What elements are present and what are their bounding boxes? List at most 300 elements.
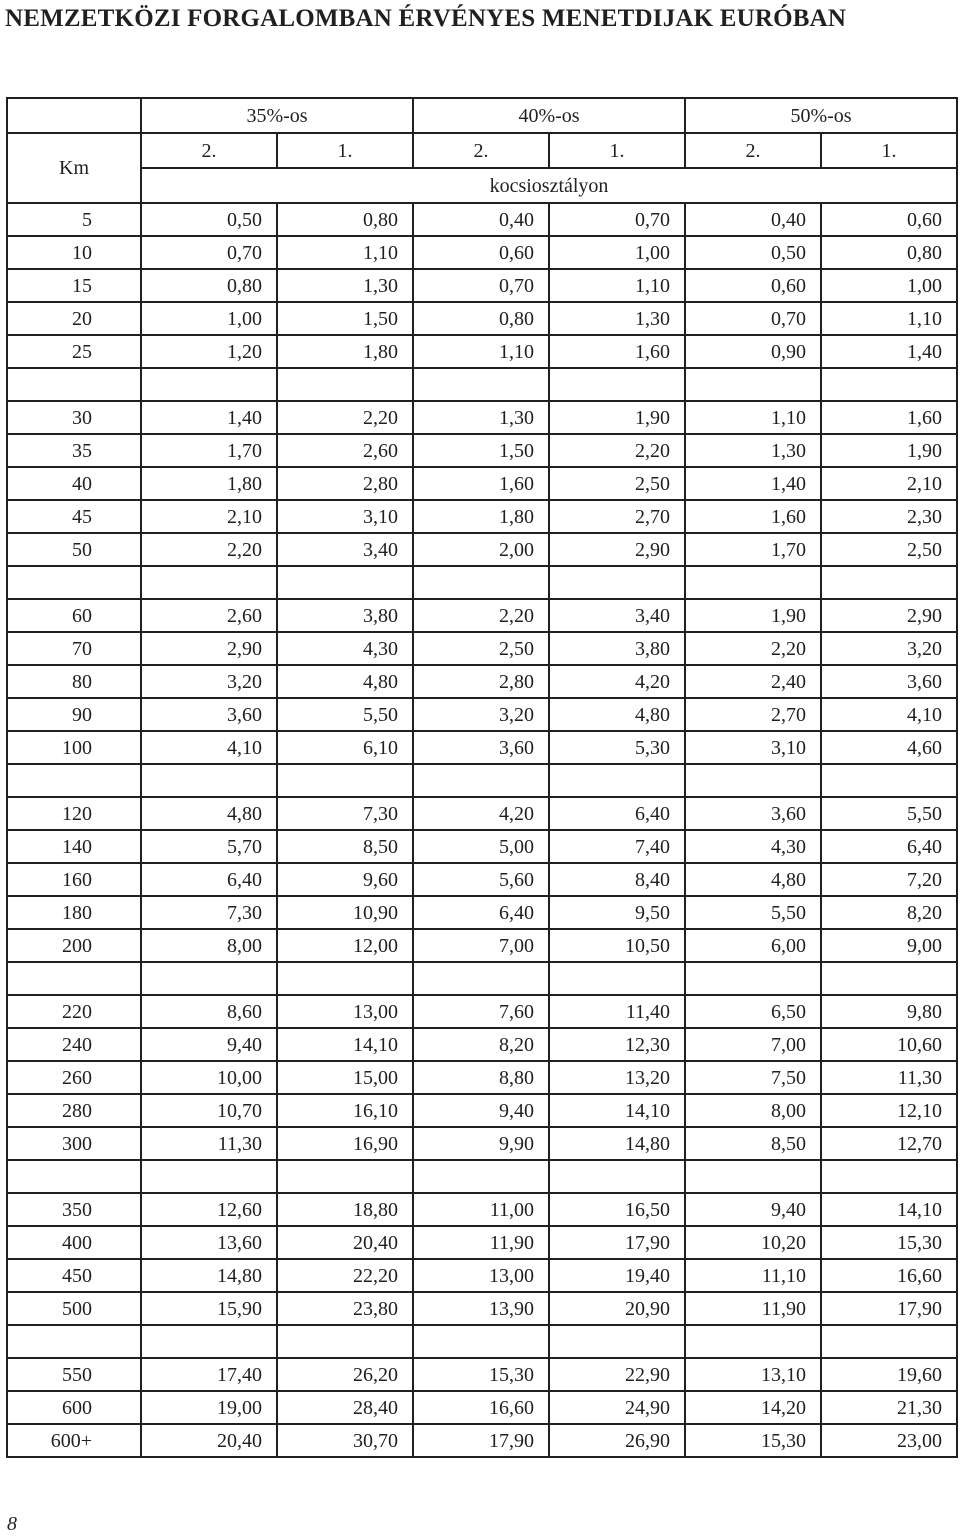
fare-cell: 12,30 [549,1028,685,1061]
fare-cell: 0,60 [413,236,549,269]
km-cell: 60 [7,599,141,632]
empty-cell [413,368,549,401]
table-row [7,731,957,764]
fare-cell: 19,00 [141,1391,277,1424]
km-cell: 450 [7,1259,141,1292]
header-row-discount [7,98,957,133]
empty-cell [277,1160,413,1193]
empty-cell [7,764,141,797]
fare-cell: 2,00 [413,533,549,566]
table-row [7,665,957,698]
fare-cell: 7,20 [821,863,957,896]
fare-cell: 4,30 [277,632,413,665]
fare-cell: 2,50 [413,632,549,665]
fare-cell: 5,60 [413,863,549,896]
km-cell: 600+ [7,1424,141,1457]
empty-cell [685,1325,821,1358]
fare-cell: 1,10 [549,269,685,302]
table-row [7,830,957,863]
fare-cell: 1,70 [685,533,821,566]
header-row-sub [7,168,957,203]
table-row [7,995,957,1028]
km-cell: 500 [7,1292,141,1325]
fare-cell: 3,40 [549,599,685,632]
empty-cell [7,566,141,599]
fare-cell: 0,80 [141,269,277,302]
fare-cell: 0,80 [277,203,413,236]
fare-cell: 2,90 [821,599,957,632]
fare-cell: 4,80 [277,665,413,698]
table-row [7,797,957,830]
fare-cell: 1,10 [821,302,957,335]
fare-cell: 14,10 [821,1193,957,1226]
km-cell: 50 [7,533,141,566]
table-row [7,302,957,335]
km-cell: 240 [7,1028,141,1061]
table-row [7,1094,957,1127]
fare-cell: 2,60 [277,434,413,467]
fare-cell: 4,60 [821,731,957,764]
km-cell: 40 [7,467,141,500]
fare-cell: 26,20 [277,1358,413,1391]
fare-cell: 13,10 [685,1358,821,1391]
fare-cell: 6,40 [821,830,957,863]
km-cell: 45 [7,500,141,533]
table-row [7,203,957,236]
empty-cell [549,962,685,995]
table-row [7,863,957,896]
fare-cell: 15,90 [141,1292,277,1325]
fare-cell: 15,30 [821,1226,957,1259]
fare-cell: 1,00 [549,236,685,269]
fare-cell: 0,70 [141,236,277,269]
fare-cell: 9,40 [685,1193,821,1226]
fare-cell: 8,40 [549,863,685,896]
empty-cell [141,1325,277,1358]
fare-cell: 4,80 [685,863,821,896]
empty-cell [141,962,277,995]
fare-cell: 7,30 [277,797,413,830]
fare-cell: 20,40 [141,1424,277,1457]
table-row [7,1061,957,1094]
fare-cell: 2,10 [141,500,277,533]
fare-cell: 3,20 [821,632,957,665]
fare-cell: 3,20 [413,698,549,731]
fare-cell: 14,20 [685,1391,821,1424]
fare-cell: 16,60 [821,1259,957,1292]
fare-cell: 1,60 [413,467,549,500]
class-header-35-1: 1. [277,133,413,168]
empty-cell [277,368,413,401]
fare-cell: 1,90 [549,401,685,434]
km-cell: 10 [7,236,141,269]
fare-cell: 17,40 [141,1358,277,1391]
fare-cell: 1,10 [277,236,413,269]
fare-cell: 0,70 [549,203,685,236]
fare-cell: 12,00 [277,929,413,962]
fare-cell: 20,40 [277,1226,413,1259]
empty-cell [413,566,549,599]
fare-cell: 11,90 [685,1292,821,1325]
empty-cell [549,1160,685,1193]
km-cell: 280 [7,1094,141,1127]
fare-cell: 9,80 [821,995,957,1028]
empty-cell [549,368,685,401]
fare-cell: 11,00 [413,1193,549,1226]
fare-cell: 1,40 [821,335,957,368]
empty-cell [685,566,821,599]
km-cell: 120 [7,797,141,830]
fare-cell: 20,90 [549,1292,685,1325]
empty-cell [277,764,413,797]
fare-cell: 2,50 [821,533,957,566]
empty-cell [821,1325,957,1358]
km-cell: 200 [7,929,141,962]
fare-cell: 3,20 [141,665,277,698]
km-cell: 35 [7,434,141,467]
fare-cell: 2,30 [821,500,957,533]
km-cell: 220 [7,995,141,1028]
fare-cell: 1,60 [821,401,957,434]
fare-cell: 28,40 [277,1391,413,1424]
fare-cell: 5,50 [821,797,957,830]
fare-cell: 9,40 [413,1094,549,1127]
empty-cell [141,566,277,599]
discount-group-50: 50%-os [685,98,957,133]
fare-cell: 10,70 [141,1094,277,1127]
fare-cell: 1,50 [413,434,549,467]
table-row [7,896,957,929]
fare-cell: 2,20 [685,632,821,665]
empty-cell [685,368,821,401]
fare-cell: 12,70 [821,1127,957,1160]
fare-cell: 8,50 [277,830,413,863]
fare-cell: 11,10 [685,1259,821,1292]
empty-cell [7,962,141,995]
fare-cell: 3,60 [413,731,549,764]
fare-cell: 11,30 [821,1061,957,1094]
fare-cell: 7,30 [141,896,277,929]
fare-cell: 4,80 [141,797,277,830]
table-row [7,500,957,533]
fare-cell: 9,50 [549,896,685,929]
km-cell: 30 [7,401,141,434]
class-subheader: kocsiosztályon [141,168,957,203]
page-title: NEMZETKÖZI FORGALOMBAN ÉRVÉNYES MENETDIJAK EURÓBAN [5,5,847,32]
fare-cell: 1,60 [685,500,821,533]
fare-cell: 10,50 [549,929,685,962]
table-row [7,269,957,302]
discount-group-35: 35%-os [141,98,413,133]
empty-cell [685,1160,821,1193]
fare-cell: 7,40 [549,830,685,863]
fare-cell: 21,30 [821,1391,957,1424]
fare-cell: 1,90 [821,434,957,467]
fare-cell: 1,80 [277,335,413,368]
table-row [7,1391,957,1424]
fare-cell: 12,10 [821,1094,957,1127]
fare-cell: 0,50 [141,203,277,236]
table-row [7,632,957,665]
fare-cell: 4,10 [141,731,277,764]
fare-cell: 4,80 [549,698,685,731]
class-header-40-1: 1. [549,133,685,168]
fare-cell: 6,50 [685,995,821,1028]
table-row [7,698,957,731]
fare-cell: 11,30 [141,1127,277,1160]
fare-cell: 13,20 [549,1061,685,1094]
fare-cell: 3,10 [277,500,413,533]
km-cell: 20 [7,302,141,335]
empty-cell [549,764,685,797]
empty-cell [821,1160,957,1193]
fare-cell: 5,00 [413,830,549,863]
fare-cell: 6,00 [685,929,821,962]
fare-cell: 1,80 [413,500,549,533]
table-row [7,1028,957,1061]
fare-cell: 3,40 [277,533,413,566]
spacer-row [7,962,957,995]
fare-cell: 2,90 [141,632,277,665]
fare-cell: 26,90 [549,1424,685,1457]
table-row [7,599,957,632]
km-cell: 550 [7,1358,141,1391]
fare-cell: 1,20 [141,335,277,368]
empty-cell [413,1160,549,1193]
fare-cell: 9,40 [141,1028,277,1061]
km-cell: 400 [7,1226,141,1259]
fare-cell: 7,50 [685,1061,821,1094]
empty-cell [685,764,821,797]
discount-group-40: 40%-os [413,98,685,133]
spacer-row [7,1160,957,1193]
fare-cell: 14,10 [277,1028,413,1061]
fare-cell: 1,40 [141,401,277,434]
km-cell: 90 [7,698,141,731]
fare-cell: 10,60 [821,1028,957,1061]
fare-cell: 1,40 [685,467,821,500]
fare-cell: 1,70 [141,434,277,467]
fare-cell: 13,00 [413,1259,549,1292]
fare-cell: 15,30 [685,1424,821,1457]
table-row [7,1127,957,1160]
km-cell: 15 [7,269,141,302]
fare-cell: 7,00 [413,929,549,962]
table-row [7,434,957,467]
fare-cell: 14,80 [141,1259,277,1292]
class-header-50-1: 1. [821,133,957,168]
table-row [7,1424,957,1457]
page-number: 8 [7,1513,17,1535]
fare-cell: 1,80 [141,467,277,500]
fare-cell: 0,70 [413,269,549,302]
fare-cell: 3,60 [685,797,821,830]
km-cell: 100 [7,731,141,764]
fare-cell: 17,90 [549,1226,685,1259]
fare-cell: 19,60 [821,1358,957,1391]
fare-cell: 2,80 [277,467,413,500]
km-cell: 300 [7,1127,141,1160]
empty-cell [277,962,413,995]
fare-cell: 2,60 [141,599,277,632]
km-cell: 260 [7,1061,141,1094]
fare-cell: 16,90 [277,1127,413,1160]
fare-cell: 1,30 [413,401,549,434]
fare-cell: 1,60 [549,335,685,368]
fare-cell: 6,40 [413,896,549,929]
empty-cell [685,962,821,995]
fare-cell: 7,60 [413,995,549,1028]
fare-cell: 13,60 [141,1226,277,1259]
empty-cell [821,962,957,995]
fare-cell: 3,80 [277,599,413,632]
fare-cell: 15,30 [413,1358,549,1391]
fare-cell: 1,90 [685,599,821,632]
fare-cell: 2,70 [685,698,821,731]
table-row [7,1358,957,1391]
empty-cell [413,764,549,797]
empty-cell [821,566,957,599]
km-column-header: Km [7,133,141,203]
spacer-row [7,368,957,401]
fare-table [6,97,958,1458]
table-row [7,467,957,500]
km-cell: 600 [7,1391,141,1424]
fare-cell: 10,90 [277,896,413,929]
fare-cell: 6,10 [277,731,413,764]
km-cell: 350 [7,1193,141,1226]
fare-cell: 6,40 [549,797,685,830]
empty-cell [413,1325,549,1358]
fare-cell: 14,10 [549,1094,685,1127]
fare-cell: 17,90 [413,1424,549,1457]
empty-cell [7,1160,141,1193]
fare-cell: 0,60 [685,269,821,302]
fare-cell: 1,50 [277,302,413,335]
fare-cell: 1,10 [685,401,821,434]
empty-cell [277,566,413,599]
fare-cell: 0,80 [821,236,957,269]
fare-cell: 12,60 [141,1193,277,1226]
fare-cell: 30,70 [277,1424,413,1457]
fare-cell: 8,20 [821,896,957,929]
fare-cell: 0,50 [685,236,821,269]
fare-cell: 18,80 [277,1193,413,1226]
fare-cell: 1,00 [141,302,277,335]
fare-cell: 0,40 [685,203,821,236]
fare-cell: 11,90 [413,1226,549,1259]
class-header-35-2: 2. [141,133,277,168]
fare-cell: 1,30 [685,434,821,467]
class-header-40-2: 2. [413,133,549,168]
fare-cell: 13,00 [277,995,413,1028]
fare-cell: 13,90 [413,1292,549,1325]
fare-cell: 5,50 [685,896,821,929]
fare-cell: 16,50 [549,1193,685,1226]
fare-cell: 5,70 [141,830,277,863]
fare-cell: 7,00 [685,1028,821,1061]
fare-cell: 8,20 [413,1028,549,1061]
fare-cell: 24,90 [549,1391,685,1424]
empty-cell [413,962,549,995]
table-row [7,1193,957,1226]
fare-cell: 2,20 [141,533,277,566]
empty-cell [549,566,685,599]
fare-cell: 15,00 [277,1061,413,1094]
fare-cell: 2,50 [549,467,685,500]
fare-cell: 2,20 [277,401,413,434]
fare-cell: 23,80 [277,1292,413,1325]
fare-cell: 2,90 [549,533,685,566]
fare-cell: 4,20 [413,797,549,830]
empty-cell [141,368,277,401]
fare-cell: 0,90 [685,335,821,368]
fare-cell: 8,50 [685,1127,821,1160]
fare-cell: 3,80 [549,632,685,665]
empty-cell [549,1325,685,1358]
fare-cell: 8,00 [141,929,277,962]
fare-cell: 0,40 [413,203,549,236]
km-cell: 25 [7,335,141,368]
fare-cell: 8,00 [685,1094,821,1127]
fare-cell: 0,80 [413,302,549,335]
table-row [7,401,957,434]
fare-cell: 3,10 [685,731,821,764]
km-cell: 80 [7,665,141,698]
fare-cell: 11,40 [549,995,685,1028]
table-row [7,236,957,269]
table-row [7,1292,957,1325]
empty-cell [141,1160,277,1193]
fare-cell: 2,80 [413,665,549,698]
spacer-row [7,764,957,797]
fare-cell: 16,60 [413,1391,549,1424]
fare-cell: 2,20 [549,434,685,467]
fare-cell: 4,10 [821,698,957,731]
spacer-row [7,1325,957,1358]
fare-cell: 4,30 [685,830,821,863]
fare-cell: 6,40 [141,863,277,896]
fare-cell: 0,60 [821,203,957,236]
fare-cell: 9,90 [413,1127,549,1160]
header-row-class [7,133,957,168]
table-row [7,335,957,368]
fare-cell: 17,90 [821,1292,957,1325]
empty-cell [141,764,277,797]
fare-cell: 8,60 [141,995,277,1028]
fare-cell: 9,60 [277,863,413,896]
fare-cell: 16,10 [277,1094,413,1127]
fare-cell: 22,90 [549,1358,685,1391]
empty-cell [7,368,141,401]
fare-cell: 5,30 [549,731,685,764]
fare-cell: 2,70 [549,500,685,533]
fare-cell: 10,00 [141,1061,277,1094]
fare-cell: 1,00 [821,269,957,302]
fare-cell: 3,60 [141,698,277,731]
fare-cell: 2,20 [413,599,549,632]
fare-cell: 1,10 [413,335,549,368]
fare-cell: 4,20 [549,665,685,698]
fare-cell: 3,60 [821,665,957,698]
fare-cell: 2,40 [685,665,821,698]
fare-cell: 9,00 [821,929,957,962]
fare-cell: 2,10 [821,467,957,500]
table-row [7,1259,957,1292]
empty-cell [821,764,957,797]
fare-cell: 22,20 [277,1259,413,1292]
fare-cell: 0,70 [685,302,821,335]
